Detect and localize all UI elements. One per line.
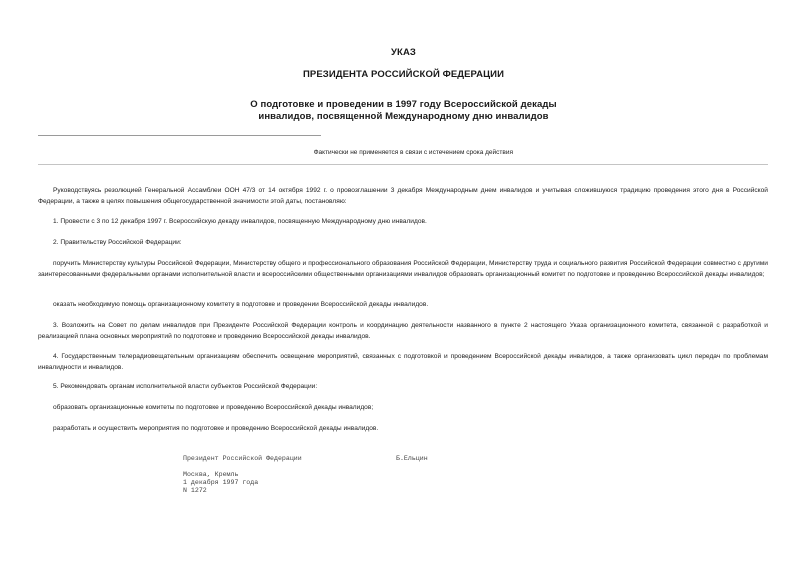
paragraph-item-5-a: образовать организационные комитеты по подготовке и проведению Всероссийской декады инвалидов; xyxy=(53,404,374,411)
subject-line-2: инвалидов, посвященной Международному дню инвалидов xyxy=(258,110,549,122)
paragraph-item-2-b: оказать необходимую помощь организационному комитету в подготовке и проведении Всероссийской декады инвалидов. xyxy=(53,301,429,308)
document-number: N 1272 xyxy=(183,487,207,495)
signature-name: Б.Ельцин xyxy=(396,455,428,462)
paragraph-item-4: 4. Государственным телерадиовещательным организациям обеспечить освещение мероприятий, связанных с подготовкой и проведением Всероссийской декады инвалидов, а также организовать цикл передач по проблемам инвалидности и инвалидов. xyxy=(38,353,768,371)
paragraph-item-3: 3. Возложить на Совет по делам инвалидов при Президенте Российской Федерации контроль и координацию деятельности названного в пункте 2 настоящего Указа организационного комитета, связанной с разработкой и реализацией плана основных мероприятий по подготовке и проведению Всероссийской декады инвалидов. xyxy=(38,322,768,340)
issuer-title: ПРЕЗИДЕНТА РОССИЙСКОЙ ФЕДЕРАЦИИ xyxy=(302,69,505,80)
paragraph-item-1: 1. Провести с 3 по 12 декабря 1997 г. Всероссийскую декаду инвалидов, посвященную Международному дню инвалидов. xyxy=(53,218,427,225)
paragraph-item-5: 5. Рекомендовать органам исполнительной власти субъектов Российской Федерации: xyxy=(53,383,318,390)
signature-position: Президент Российской Федерации xyxy=(183,455,302,462)
status-note: Фактически не применяется в связи с истечением срока действия xyxy=(313,149,513,156)
document-type-title: УКАЗ xyxy=(391,47,416,58)
document-subject-title xyxy=(0,99,807,122)
paragraph-item-2: 2. Правительству Российской Федерации: xyxy=(53,239,182,246)
separator-rule-long xyxy=(38,164,768,165)
separator-rule-short xyxy=(38,135,321,136)
signature-place: Москва, Кремль xyxy=(183,471,239,478)
signature-place-block xyxy=(183,471,258,496)
paragraph-item-2-a: поручить Министерству культуры Российской Федерации, Министерству общего и профессионального образования Российской Федерации, Министерству труда и социального развития Российской Федерации совместно с другими заинтересованными федеральными органами исполнительной власти и всероссийскими общественными организациями инвалидов образовать организационный комитет по подготовке и проведению Всероссийской декады инвалидов; xyxy=(38,260,768,278)
paragraph-preamble: Руководствуясь резолюцией Генеральной Ассамблеи ООН 47/3 от 14 октября 1992 г. о провозглашении 3 декабря Международным днем инвалидов и учитывая сложившуюся традицию проведения этого дня в Российской Федерации, а также в целях повышения общегосударственной значимости этой даты, постановляю: xyxy=(38,187,768,205)
subject-line-1: О подготовке и проведении в 1997 году Всероссийской декады xyxy=(250,99,557,110)
signature-date: 1 декабря 1997 года xyxy=(183,479,259,487)
paragraph-item-5-b: разработать и осуществить мероприятия по подготовке и проведению Всероссийской декады инвалидов. xyxy=(53,425,379,432)
